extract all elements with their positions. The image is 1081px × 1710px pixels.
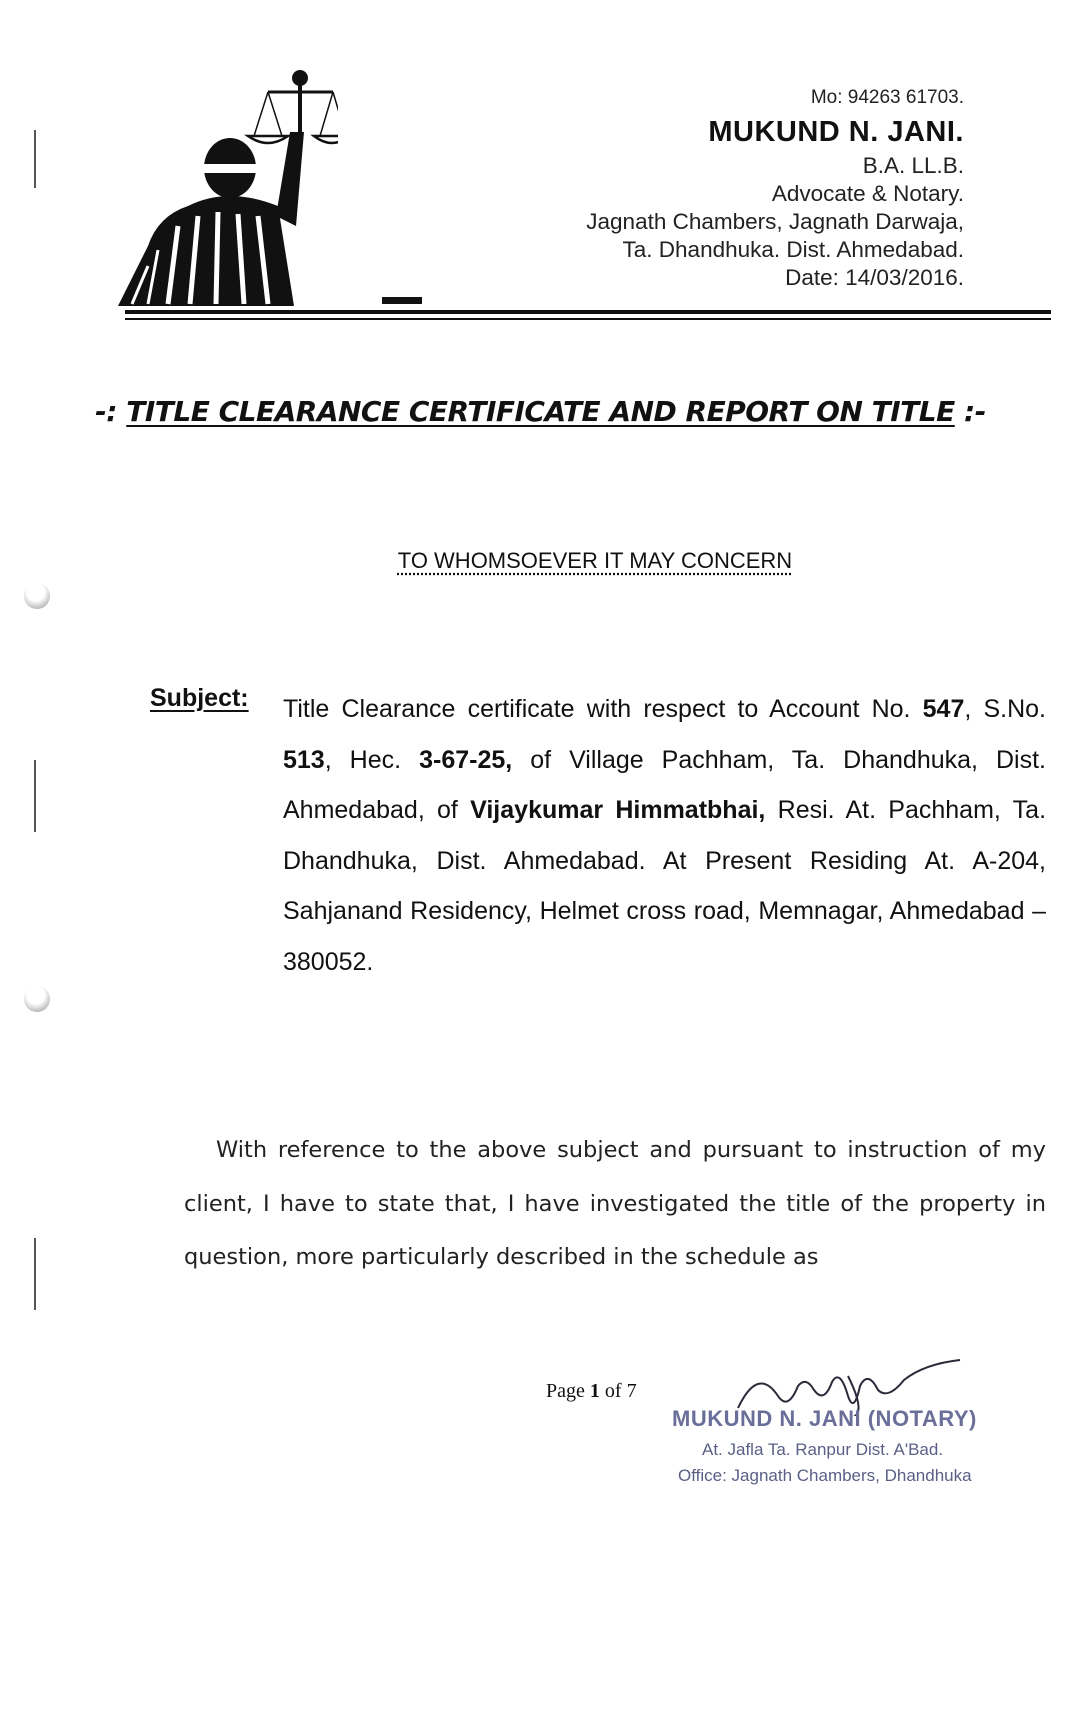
subject-text: , S.No. xyxy=(964,695,1047,723)
subject-text: Title Clearance certificate with respect to Account No. xyxy=(283,695,923,723)
degree: B.A. LL.B. xyxy=(862,153,964,178)
body-paragraph: With reference to the above subject and pursuant to instruction of my client, I have to state that, I have investigated the title of the property in question, more particularly described in the schedule as xyxy=(184,1137,1046,1270)
stamp-office: Office: Jagnath Chambers, Dhandhuka xyxy=(678,1466,972,1485)
decorative-mark xyxy=(382,297,422,304)
advocate-name: MUKUND N. JANI. xyxy=(708,116,964,148)
header-rule xyxy=(125,310,1051,314)
account-number: 547 xyxy=(922,695,965,723)
subject-text: , Hec. xyxy=(324,745,420,774)
header-rule-thin xyxy=(125,318,1051,320)
subject-text: of Village Pachham, Ta. Dhandhuka, Dist. Ahmedabad, of xyxy=(283,745,1046,824)
subject-text: Resi. At. Pachham, Ta. Dhandhuka, Dist. Ahmedabad. At Present Residing At. A-204, Sahjanand Residency, Helmet cross road, Memnagar, Ahmedabad – 380052. xyxy=(283,796,1047,976)
survey-number: 513 xyxy=(283,745,325,774)
document-title xyxy=(0,395,1081,428)
hectare-area: 3-67-25, xyxy=(419,745,513,774)
letter-date: Date: 14/03/2016. xyxy=(785,265,964,290)
title-prefix: -: xyxy=(95,395,127,428)
letterhead xyxy=(586,84,964,292)
profession: Advocate & Notary. xyxy=(771,181,964,206)
owner-name: Vijaykumar Himmatbhai, xyxy=(470,796,766,824)
lady-justice-logo xyxy=(118,66,338,306)
stamp-address: At. Jafla Ta. Ranpur Dist. A'Bad. xyxy=(702,1440,944,1459)
title-suffix: :- xyxy=(954,395,986,428)
scan-mark xyxy=(34,130,36,188)
page-number: Page 1 of 7 xyxy=(546,1380,637,1402)
punch-hole xyxy=(24,986,50,1012)
page-total: 7 xyxy=(626,1380,637,1402)
scan-mark xyxy=(34,1238,36,1310)
address-line-1: Jagnath Chambers, Jagnath Darwaja, xyxy=(586,209,964,234)
title-text: TITLE CLEARANCE CERTIFICATE AND REPORT ON TITLE xyxy=(126,395,955,428)
subject-label: Subject: xyxy=(150,684,249,712)
mobile-number: Mo: 94263 61703. xyxy=(810,87,964,108)
address-line-2: Ta. Dhandhuka. Dist. Ahmedabad. xyxy=(622,237,964,262)
scan-mark xyxy=(34,760,36,832)
page-current: 1 xyxy=(589,1380,600,1402)
stamp-name: MUKUND N. JANI (NOTARY) xyxy=(672,1406,977,1431)
punch-hole xyxy=(24,583,50,609)
salutation-heading: TO WHOMSOEVER IT MAY CONCERN xyxy=(397,548,793,573)
subject-body xyxy=(283,684,1046,987)
